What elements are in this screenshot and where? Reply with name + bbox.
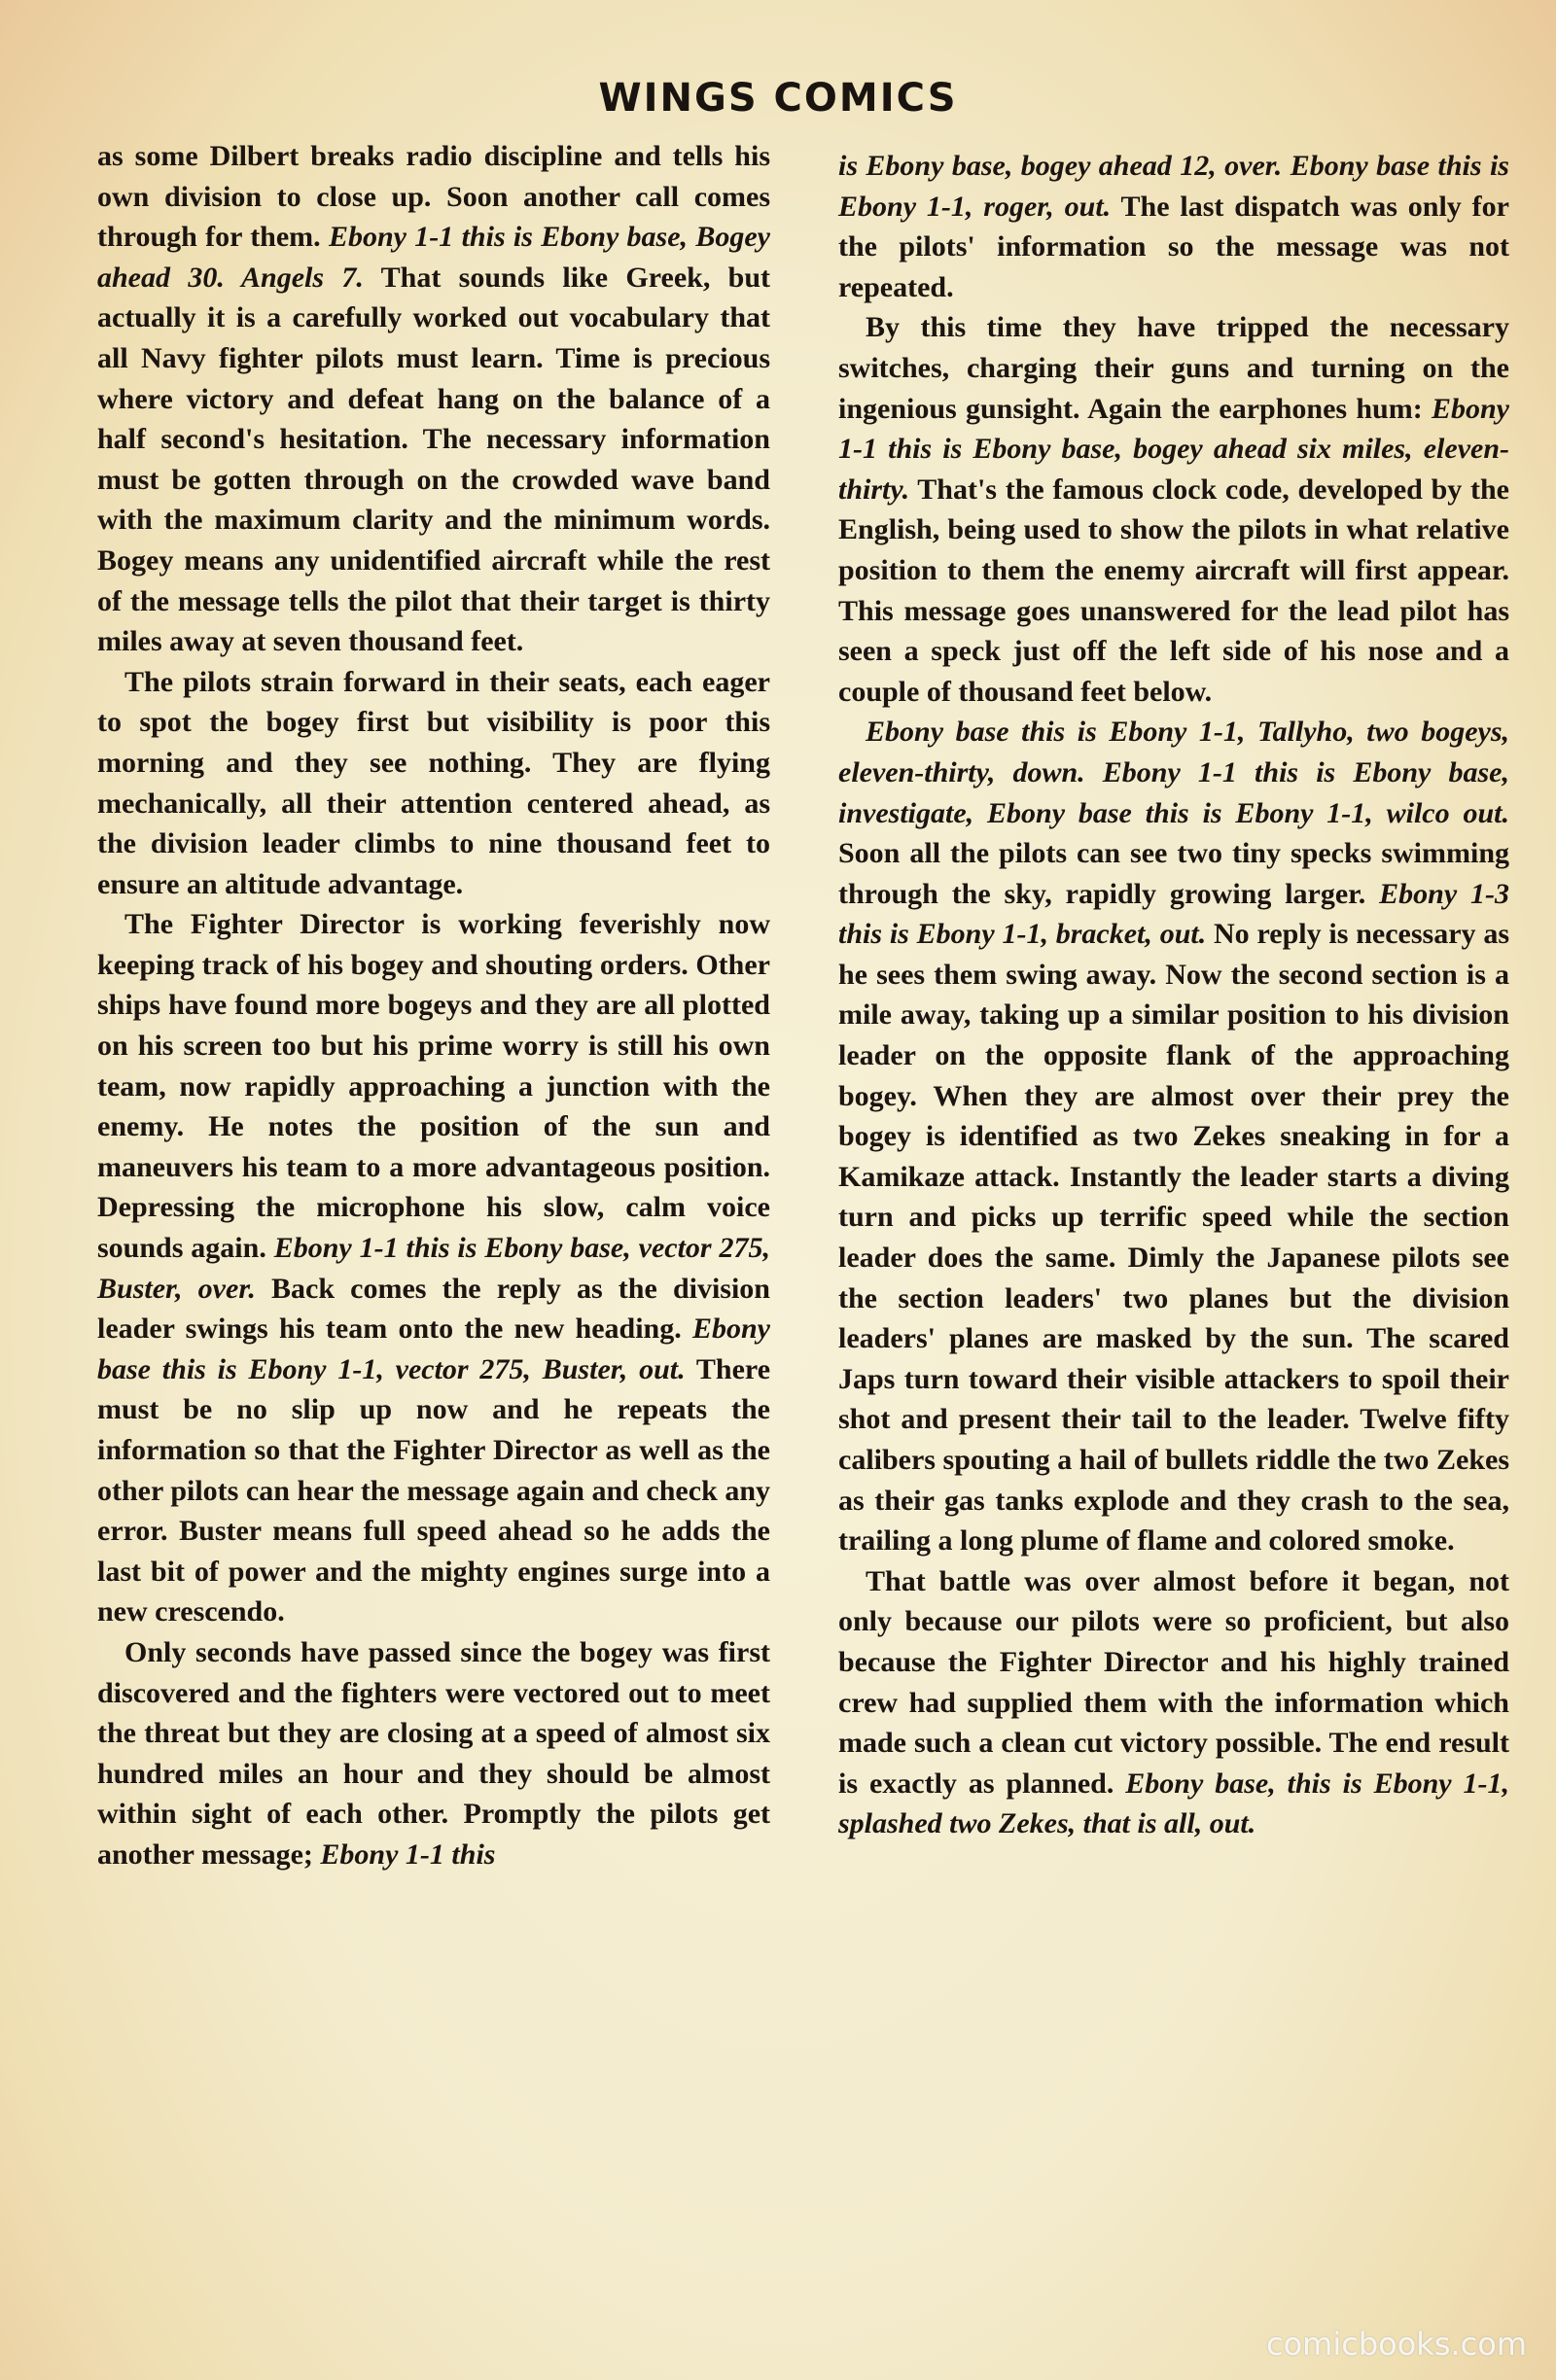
body-text: That sounds like Greek, but actually it is a carefully worked out vocabulary that all Navy fighter pilots must learn. Time is precious where victory and defeat hang on the balance of a half second's hesitation. The necessary information must be gotten through on the crowded wave band with the maximum clarity and the minimum words. Bogey means any unidentified aircraft while the rest of the message tells the pilot that their target is thirty miles away at seven thousand feet.: [97, 261, 771, 658]
paragraph: [97, 136, 770, 662]
body-text: Only seconds have passed since the bogey was first discovered and the fighters were vectored out to meet the threat but they are closing at a speed of almost six hundred miles an hour and they should be almost within sight of each other. Promptly the pilots get another message;: [97, 1635, 770, 1871]
paragraph: [838, 146, 1509, 307]
radio-transmission-text: Ebony base, this is Ebony 1-1, splashed two Zekes, that is all, out.: [838, 1767, 1509, 1840]
page-header: WINGS COMICS: [598, 76, 958, 121]
body-text: The pilots strain forward in their seats, each eager to spot the bogey first but visibility is poor this morning and they see nothing. They are flying mechanically, all their attention centered ahead, as the division leader climbs to nine thousand feet to ensure an altitude advantage.: [97, 665, 770, 900]
radio-transmission-text: Ebony 1-1 this is Ebony base, bogey ahead six miles, eleven-thirty.: [838, 392, 1509, 506]
paragraph: [838, 307, 1509, 712]
body-text: The last dispatch was only for the pilots' information so the message was not repeated.: [838, 190, 1509, 303]
radio-transmission-text: Ebony 1-1 this is Ebony base, Bogey ahead 30. Angels 7.: [97, 221, 770, 294]
paragraph: [838, 712, 1509, 1560]
radio-transmission-text: Ebony base this is Ebony 1-1, Tallyho, two bogeys, eleven-thirty, down. Ebony 1-1 this is Ebony base, investigate, Ebony base this is Ebony 1-1, wilco out.: [838, 716, 1509, 829]
paragraph: [97, 904, 770, 1632]
left-column: [97, 136, 770, 1875]
right-column: [838, 146, 1509, 1844]
body-text: Back comes the reply as the division leader swings his team onto the new heading.: [97, 1272, 770, 1346]
body-text: That's the famous clock code, developed by the English, being used to show the pilots in what relative position to them the enemy aircraft will first appear. This message goes unanswered for the lead pilot has seen a speck just off the left side of his nose and a couple of thousand feet below.: [838, 472, 1509, 708]
radio-transmission-text: Ebony 1-3 this is Ebony 1-1, bracket, out.: [838, 877, 1510, 951]
body-text: There must be no slip up now and he repeats the information so that the Fighter Director as well as the other pilots can hear the message again and check any error. Buster means full speed ahead so he adds the last bit of power and the mighty engines surge into a new crescendo.: [97, 1352, 771, 1628]
radio-transmission-text: Ebony 1-1 this: [320, 1838, 496, 1871]
radio-transmission-text: Ebony 1-1 this is Ebony base, vector 275, Buster, over.: [97, 1232, 770, 1305]
radio-transmission-text: Ebony base this is Ebony 1-1, vector 275, Buster, out.: [97, 1312, 770, 1385]
body-text: The Fighter Director is working feverishly now keeping track of his bogey and shouting orders. Other ships have found more bogeys and they are all plotted on his screen too but his prime worry is still his own team, now rapidly approaching a junction with the enemy. He notes the position of the sun and maneuvers his team to a more advantageous position. Depressing the microphone his slow, calm voice sounds again.: [97, 908, 770, 1265]
watermark: comicbooks.com: [1265, 2326, 1527, 2362]
body-text: That battle was over almost before it began, not only because our pilots were so proficient, but also because the Fighter Director and his highly trained crew had supplied them with the information which made such a clean cut victory possible. The end result is exactly as planned.: [838, 1564, 1509, 1800]
paragraph: [97, 662, 770, 905]
body-text: Soon all the pilots can see two tiny specks swimming through the sky, rapidly growing larger.: [838, 837, 1509, 910]
body-text: By this time they have tripped the necessary switches, charging their guns and turning on the ingenious gunsight. Again the earphones hum:: [838, 311, 1509, 425]
body-text: No reply is necessary as he sees them swing away. Now the second section is a mile away, taking up a similar position to his division leader on the opposite flank of the approaching bogey. When they are almost over their prey the bogey is identified as two Zekes sneaking in for a Kamikaze attack. Instantly the leader starts a diving turn and picks up terrific speed while the section leader does the same. Dimly the Japanese pilots see the section leaders' two planes but the division leaders' planes are masked by the sun. The scared Japs turn toward their visible attackers to spoil their shot and present their tail to the leader. Twelve fifty calibers spouting a hail of bullets riddle the two Zekes as their gas tanks explode and they crash to the sea, trailing a long plume of flame and colored smoke.: [838, 918, 1509, 1558]
radio-transmission-text: is Ebony base, bogey ahead 12, over. Ebony base this is Ebony 1-1, roger, out.: [838, 150, 1509, 223]
paragraph: [838, 1561, 1509, 1844]
body-text: as some Dilbert breaks radio discipline and tells his own division to close up. Soon another call comes through for them.: [97, 140, 770, 254]
paragraph: [97, 1632, 770, 1875]
